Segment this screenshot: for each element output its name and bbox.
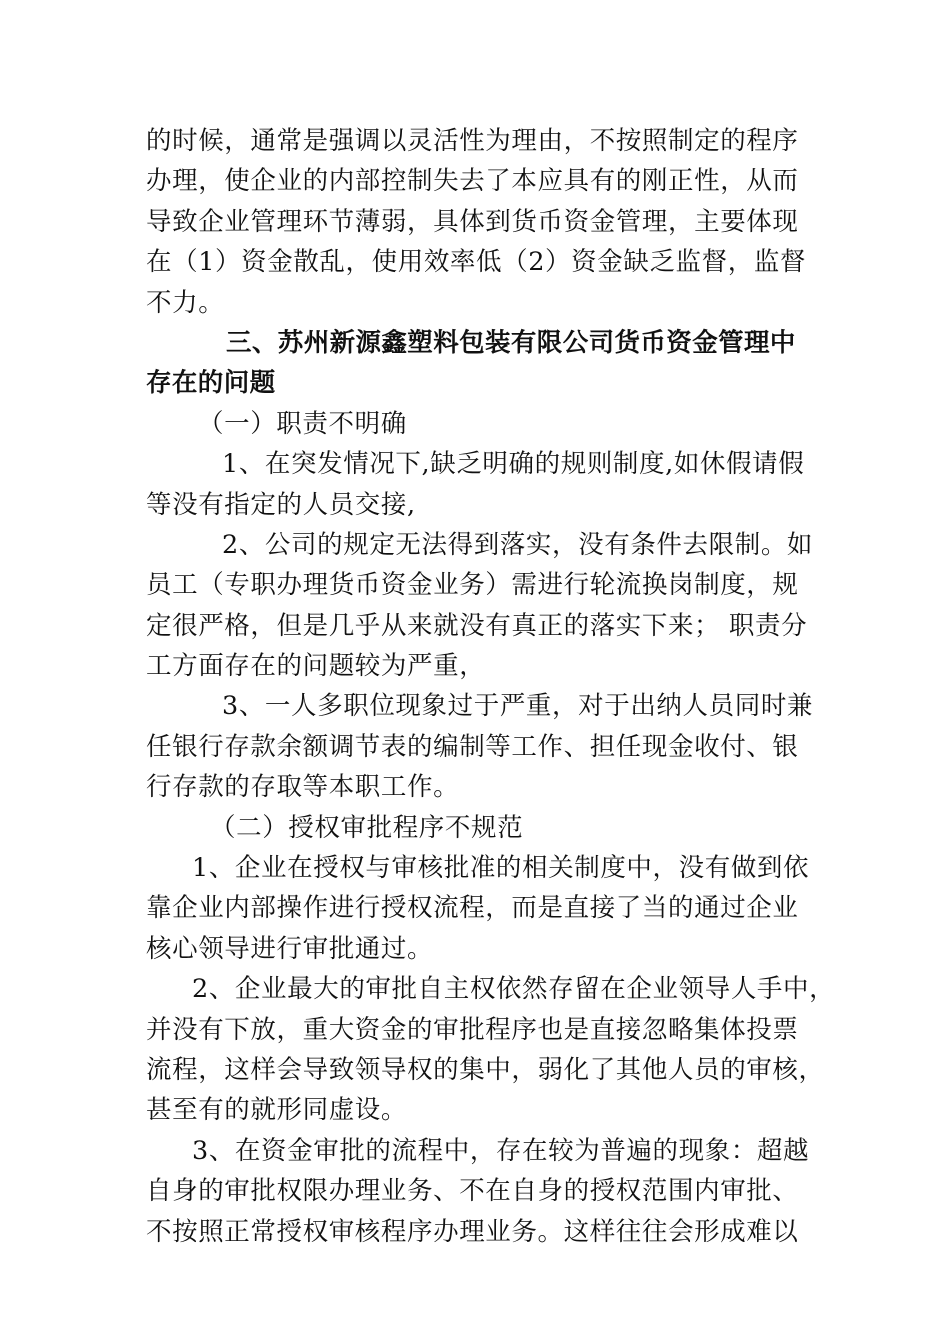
subsection-heading-authorization: （二）授权审批程序不规范 bbox=[210, 812, 524, 843]
section-heading-continued: 存在的问题 bbox=[146, 368, 276, 399]
body-text-line: 不力。 bbox=[146, 287, 225, 318]
body-text-line: 任银行存款余额调节表的编制等工作、担任现金收付、银 bbox=[146, 731, 799, 762]
body-text-line: 自身的审批权限办理业务、不在自身的授权范围内审批、 bbox=[146, 1176, 799, 1207]
body-text-line: 甚至有的就形同虚设。 bbox=[146, 1095, 408, 1126]
body-text-line: 行存款的存取等本职工作。 bbox=[146, 772, 460, 803]
list-item-text: 3、一人多职位现象过于严重，对于出纳人员同时兼 bbox=[222, 691, 814, 722]
section-heading: 三、苏州新源鑫塑料包装有限公司货币资金管理中 bbox=[226, 327, 796, 358]
body-text-line: 不按照正常授权审核程序办理业务。这样往往会形成难以 bbox=[146, 1216, 799, 1247]
list-item-text: 2、公司的规定无法得到落实，没有条件去限制。如 bbox=[222, 529, 814, 560]
body-text-line: 核心领导进行审批通过。 bbox=[146, 933, 434, 964]
document-page bbox=[146, 121, 836, 1252]
list-item-text: 1、在突发情况下,缺乏明确的规则制度,如休假请假 bbox=[222, 449, 805, 480]
body-text-line: 办理，使企业的内部控制失去了本应具有的刚正性，从而 bbox=[146, 166, 799, 197]
body-text-line: 员工（专职办理货币资金业务）需进行轮流换岗制度，规 bbox=[146, 570, 799, 601]
body-text-line: 导致企业管理环节薄弱，具体到货币资金管理，主要体现 bbox=[146, 206, 799, 237]
body-text-line: 流程，这样会导致领导权的集中，弱化了其他人员的审核， bbox=[146, 1054, 825, 1085]
body-text-line: 的时候，通常是强调以灵活性为理由，不按照制定的程序 bbox=[146, 126, 799, 156]
body-text-line: 并没有下放，重大资金的审批程序也是直接忽略集体投票 bbox=[146, 1014, 799, 1045]
list-item-text: 3、在资金审批的流程中，存在较为普遍的现象：超越 bbox=[192, 1135, 810, 1166]
list-item-text: 2、企业最大的审批自主权依然存留在企业领导人手中， bbox=[192, 974, 836, 1005]
body-text-line: 靠企业内部操作进行授权流程，而是直接了当的通过企业 bbox=[146, 893, 799, 924]
body-text-line: 在（1）资金散乱，使用效率低（2）资金缺乏监督，监督 bbox=[146, 247, 807, 278]
subsection-heading-responsibilities: （一）职责不明确 bbox=[198, 408, 407, 439]
body-text-line: 等没有指定的人员交接, bbox=[146, 489, 416, 520]
list-item-text: 1、企业在授权与审核批准的相关制度中，没有做到依 bbox=[192, 853, 810, 884]
body-text-line: 定很严格，但是几乎从来就没有真正的落实下来； 职责分 bbox=[146, 610, 808, 641]
body-text-line: 工方面存在的问题较为严重， bbox=[146, 651, 486, 682]
